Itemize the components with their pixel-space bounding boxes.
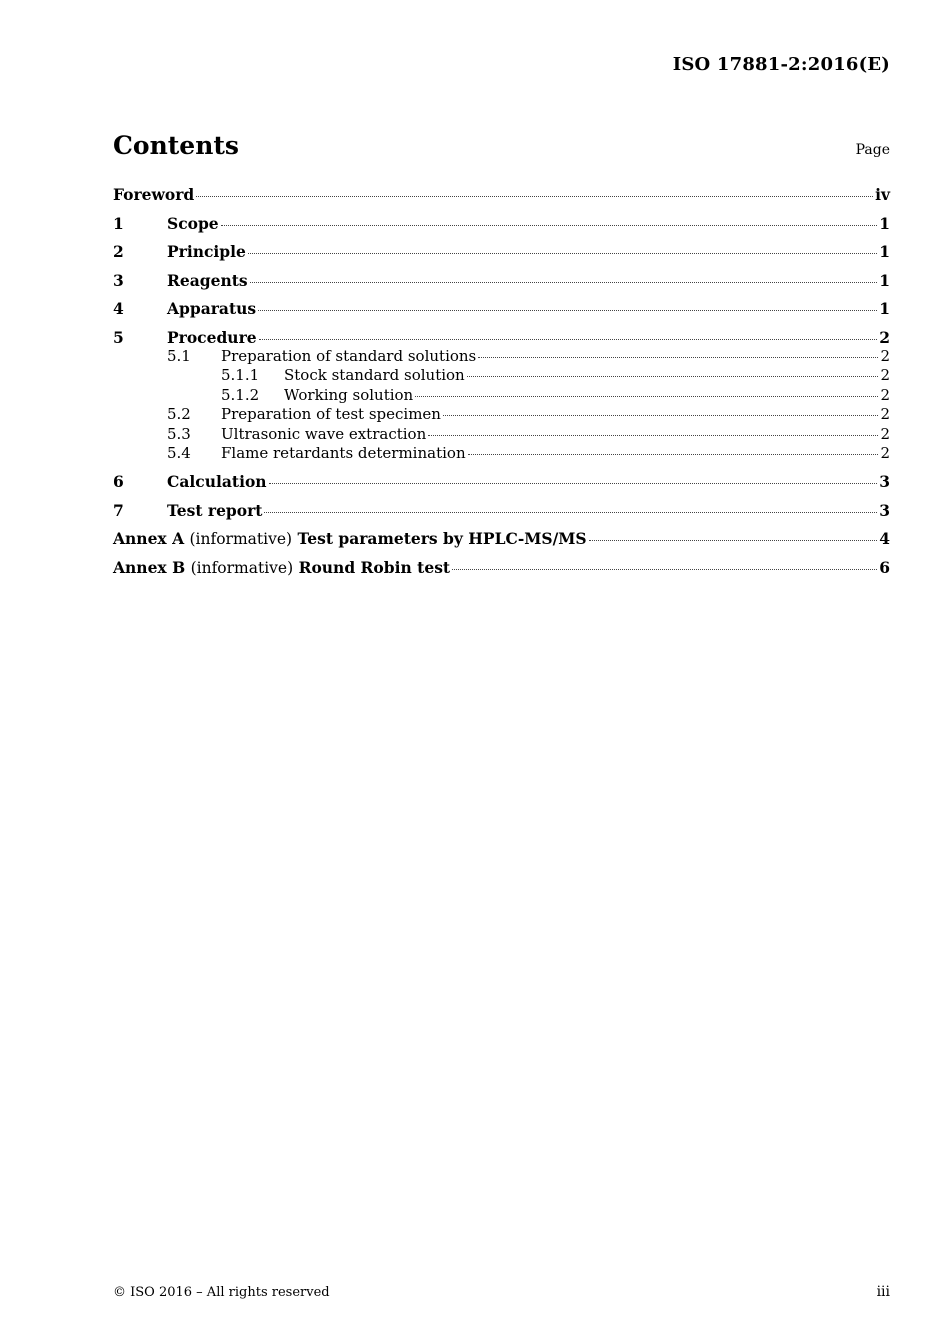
toc-entry-calculation[interactable] — [113, 472, 890, 501]
toc-entry-procedure[interactable] — [113, 328, 890, 348]
toc-entry-page: 2 — [880, 424, 890, 443]
dot-leader — [452, 569, 877, 570]
toc-entry-number: 7 — [113, 500, 124, 520]
table-of-contents — [113, 185, 890, 586]
toc-entry-5-3[interactable] — [113, 425, 890, 444]
toc-entry-page: 1 — [879, 270, 890, 290]
toc-entry-number: 5.1.1 — [221, 366, 260, 385]
toc-entry-title: Test report — [167, 500, 263, 520]
toc-entry-5-4[interactable] — [113, 444, 890, 463]
dot-leader — [259, 339, 878, 340]
toc-entry-page: 2 — [880, 347, 890, 365]
dot-leader — [196, 196, 873, 197]
dot-leader — [221, 225, 878, 226]
toc-entry-number: 5 — [113, 327, 124, 347]
toc-entry-number: 5.2 — [167, 405, 191, 424]
toc-entry-page: 2 — [880, 405, 890, 424]
dot-leader — [443, 415, 878, 416]
dot-leader — [478, 357, 878, 358]
toc-entry-number: 6 — [113, 472, 124, 492]
toc-entry-title: Preparation of standard solutions — [221, 347, 477, 365]
toc-entry-title: Working solution — [284, 385, 414, 404]
toc-entry-page: 3 — [879, 500, 890, 520]
toc-entry-page: 2 — [880, 385, 890, 404]
dot-leader — [467, 376, 879, 377]
contents-heading: Contents — [113, 131, 240, 160]
toc-entry-scope[interactable] — [113, 214, 890, 243]
toc-entry-number: 5.4 — [167, 443, 191, 462]
annex-title: Round Robin test — [298, 557, 451, 577]
toc-entry-annex-a[interactable] — [113, 529, 890, 558]
toc-entry-number: 5.1 — [167, 347, 191, 365]
toc-entry-title: Principle — [167, 242, 246, 261]
toc-entry-title: Apparatus — [167, 299, 257, 318]
toc-entry-title: Flame retardants determination — [221, 443, 466, 462]
dot-leader — [269, 483, 878, 484]
toc-entry-foreword[interactable] — [113, 185, 890, 214]
page-number: iii — [876, 1284, 890, 1300]
toc-entry-reagents[interactable] — [113, 271, 890, 300]
toc-entry-page: 6 — [879, 557, 890, 577]
dot-leader — [248, 253, 877, 254]
toc-entry-page: 4 — [879, 529, 890, 549]
toc-entry-5-2[interactable] — [113, 405, 890, 424]
toc-entry-title: Stock standard solution — [284, 366, 465, 385]
toc-entry-page: iv — [875, 185, 890, 204]
toc-entry-number: 2 — [113, 242, 124, 261]
page-column-label: Page — [855, 142, 890, 158]
toc-entry-title: Calculation — [167, 472, 267, 492]
toc-entry-page: 1 — [879, 213, 890, 233]
annex-title: Test parameters by HPLC-MS/MS — [297, 529, 587, 549]
annex-type: (informative) — [190, 558, 294, 577]
toc-entry-title: Foreword — [113, 185, 195, 204]
toc-entry-number: 3 — [113, 270, 124, 290]
toc-entry-test-report[interactable] — [113, 501, 890, 530]
toc-entry-title — [113, 529, 587, 548]
toc-entry-page: 1 — [879, 242, 890, 261]
toc-entry-page: 2 — [880, 366, 890, 385]
toc-entry-number: 4 — [113, 299, 124, 318]
dot-leader — [468, 454, 879, 455]
toc-entry-page: 3 — [879, 472, 890, 492]
toc-entry-page: 1 — [879, 299, 890, 318]
toc-entry-number: 5.3 — [167, 424, 191, 443]
toc-entry-title: Procedure — [167, 327, 257, 347]
toc-entry-title: Preparation of test specimen — [221, 405, 441, 424]
toc-entry-title: Reagents — [167, 270, 248, 290]
annex-type: (informative) — [189, 530, 293, 549]
dot-leader — [250, 282, 878, 283]
toc-entry-5-1[interactable] — [113, 347, 890, 366]
toc-entry-number: 1 — [113, 213, 124, 233]
dot-leader — [264, 512, 877, 513]
annex-label: Annex A — [113, 529, 185, 549]
dot-leader — [258, 310, 877, 311]
dot-leader — [589, 540, 878, 541]
toc-entry-number: 5.1.2 — [221, 385, 260, 404]
document-id: ISO 17881-2:2016(E) — [672, 54, 890, 75]
annex-label: Annex B — [113, 557, 186, 577]
toc-entry-page: 2 — [879, 327, 890, 347]
dot-leader — [428, 435, 878, 436]
toc-entry-page: 2 — [880, 443, 890, 462]
toc-entry-title — [113, 558, 450, 577]
toc-entry-apparatus[interactable] — [113, 299, 890, 328]
toc-entry-title: Scope — [167, 213, 219, 233]
dot-leader — [415, 396, 878, 397]
toc-entry-title: Ultrasonic wave extraction — [221, 424, 427, 443]
toc-entry-5-1-2[interactable] — [113, 386, 890, 405]
toc-entry-annex-b[interactable] — [113, 558, 890, 587]
toc-entry-5-1-1[interactable] — [113, 366, 890, 385]
toc-entry-principle[interactable] — [113, 242, 890, 271]
copyright-notice: © ISO 2016 – All rights reserved — [113, 1285, 330, 1300]
